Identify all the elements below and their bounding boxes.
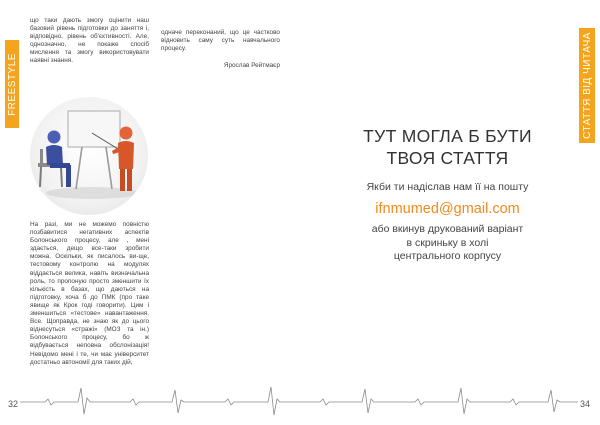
- teacher-board-illustration: [30, 97, 148, 215]
- article-column-right: [161, 29, 280, 53]
- paragraph: що таки дають змогу оцінити наш базовий рівень підготовки до заняття і, відповідно, рівень об'єктивності. Але, однозначно, не покаже спосіб мислення та змогу використовувати наявні знання.: [30, 17, 149, 65]
- submission-line: в скриньку в холі: [406, 236, 489, 249]
- page-number-right: 34: [580, 399, 591, 409]
- ecg-line-decoration: [0, 382, 600, 422]
- submission-line: центрального корпусу: [393, 250, 502, 262]
- article-column-bottom: [30, 221, 149, 367]
- section-tab-label: СТАТТЯ ВІД ЧИТАЧА: [581, 32, 593, 139]
- headline-line: ТУТ МОГЛА Б БУТИ: [363, 126, 532, 146]
- submission-line: або вкинув друкований варіант: [371, 223, 524, 235]
- headline-line: ТВОЯ СТАТТЯ: [386, 148, 509, 168]
- article-column-top: [30, 17, 149, 66]
- headline: [330, 125, 565, 169]
- paragraph: На разі, ми не можемо повністю позбавитися негативних аспектів Болонського процесу, але , мені здається, дещо все-таки зробити можна. Оскільки, як писалось ви-ще, тестовому контролю на модулях віддається велика, навіть визначальна роль, то пропоную просто зменшити їх кількість в базах, що даються на підготовку, хоча б до ПМК (про таке явище як Крок годі говорити). Цим і зменшиться «тестове» навантаження. Все. Щоправда, не знаю як до цього віднесуться «стражі» (МОЗ та ін.) Болонського процесу, бо ж відбувається неповна обслонізація! Невідомо мені і те, чи має університет достатньо автономії для таких дій,: [30, 221, 149, 366]
- section-tab-freestyle: [5, 40, 19, 128]
- section-tab-reader-article: [579, 28, 595, 143]
- email-link[interactable]: ifnmumed@gmail.com: [375, 201, 520, 217]
- page-number-left: 32: [8, 399, 19, 409]
- submission-info: [330, 223, 565, 264]
- author-signature: Ярослав Рейтмаєр: [223, 62, 280, 69]
- section-tab-label: FREESTYLE: [6, 52, 18, 116]
- call-to-action: [330, 125, 565, 264]
- illustration-svg: [30, 97, 148, 215]
- lead-text: Якби ти надіслав нам її на пошту: [366, 181, 529, 193]
- paragraph: одначе переконаний, що це частково відновить саму суть навчального процесу.: [161, 29, 280, 53]
